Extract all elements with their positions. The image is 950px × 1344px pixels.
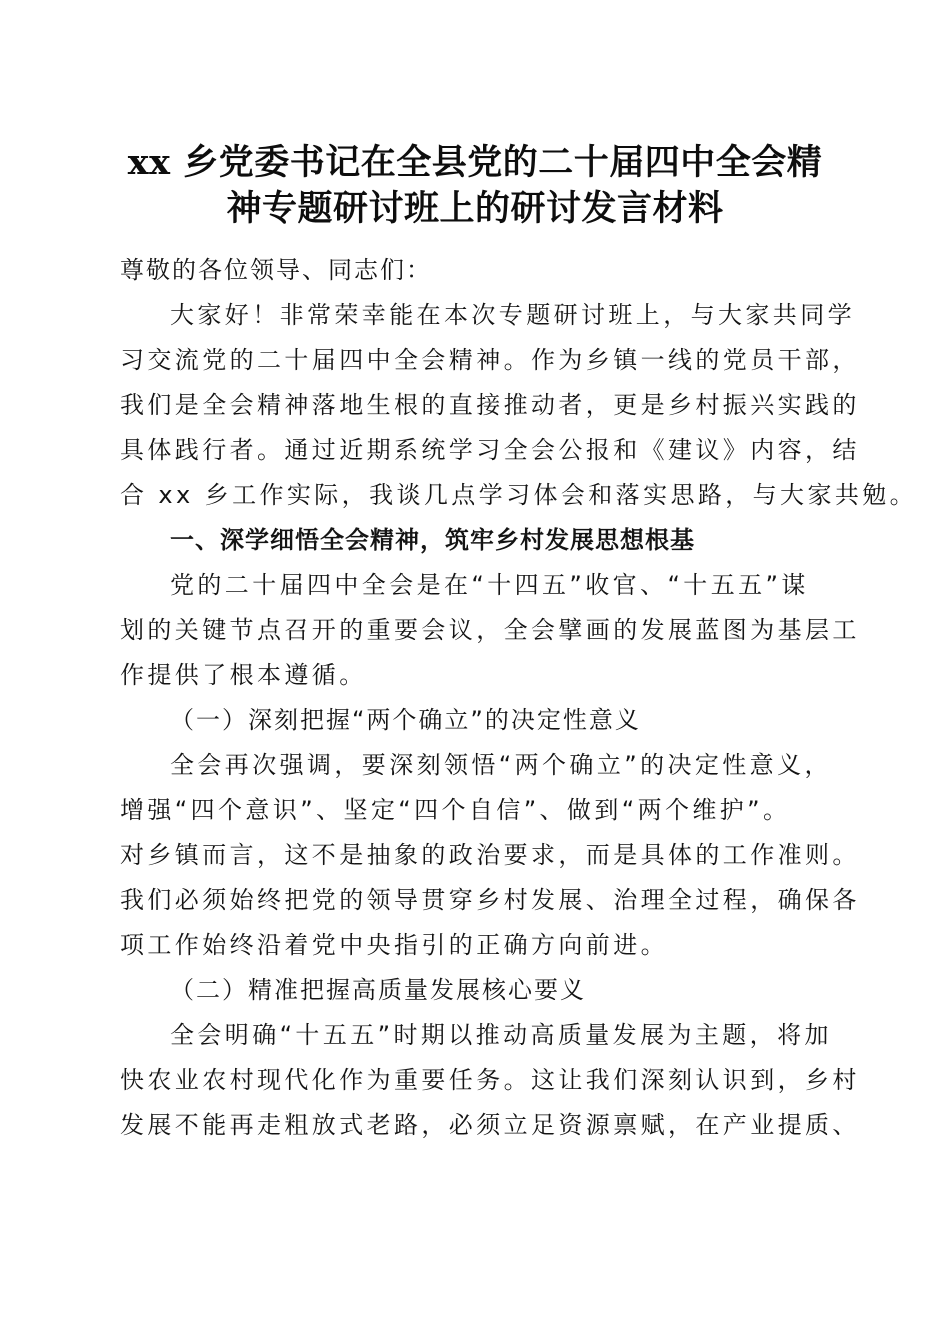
paragraph-line: 我们是全会精神落地生根的直接推动者，更是乡村振兴实践的 xyxy=(120,391,860,419)
paragraph-line: 全会明确“十五五”时期以推动高质量发展为主题，将加 xyxy=(170,1021,832,1049)
paragraph xyxy=(120,563,860,698)
paragraph xyxy=(120,743,860,968)
paragraph-line: 党的二十届四中全会是在“十四五”收官、“十五五”谋 xyxy=(170,571,809,599)
document-title xyxy=(100,140,850,232)
paragraph-line: 全会再次强调，要深刻领悟“两个确立”的决定性意义， xyxy=(170,751,832,779)
document-body xyxy=(120,248,918,1148)
paragraph xyxy=(120,1013,860,1148)
paragraph-line: 具体践行者。通过近期系统学习全会公报和《建议》内容，结 xyxy=(120,436,860,464)
paragraph-line: 增强“四个意识”、坚定“四个自信”、做到“两个维护”。 xyxy=(120,796,791,824)
paragraph-line: 快农业农村现代化作为重要任务。这让我们深刻认识到，乡村 xyxy=(120,1066,860,1094)
paragraph-line: 我们必须始终把党的领导贯穿乡村发展、治理全过程，确保各 xyxy=(120,886,860,914)
section-heading: 一、深学细悟全会精神，筑牢乡村发展思想根基 xyxy=(170,526,695,554)
salutation: 尊敬的各位领导、同志们： xyxy=(120,256,432,284)
title-line: xx 乡党委书记在全县党的二十届四中全会精 xyxy=(127,142,823,183)
paragraph-line: 大家好！非常荣幸能在本次专题研讨班上，与大家共同学 xyxy=(170,301,855,329)
paragraph-line: 合 xx 乡工作实际，我谈几点学习体会和落实思路，与大家共勉。 xyxy=(120,481,918,509)
paragraph-line: 项工作始终沿着党中央指引的正确方向前进。 xyxy=(120,931,668,959)
title-line: 神专题研讨班上的研讨发言材料 xyxy=(226,188,724,229)
paragraph-line: 对乡镇而言，这不是抽象的政治要求，而是具体的工作准则。 xyxy=(120,841,860,869)
paragraph-line: 习交流党的二十届四中全会精神。作为乡镇一线的党员干部， xyxy=(120,346,860,374)
paragraph-line: 发展不能再走粗放式老路，必须立足资源禀赋，在产业提质、 xyxy=(120,1111,860,1139)
subsection-heading: （一）深刻把握“两个确立”的决定性意义 xyxy=(170,706,641,734)
paragraph-line: 划的关键节点召开的重要会议，全会擘画的发展蓝图为基层工 xyxy=(120,616,860,644)
paragraph-line: 作提供了根本遵循。 xyxy=(120,661,367,689)
paragraph-greeting xyxy=(120,293,918,518)
subsection-heading: （二）精准把握高质量发展核心要义 xyxy=(170,976,586,1004)
